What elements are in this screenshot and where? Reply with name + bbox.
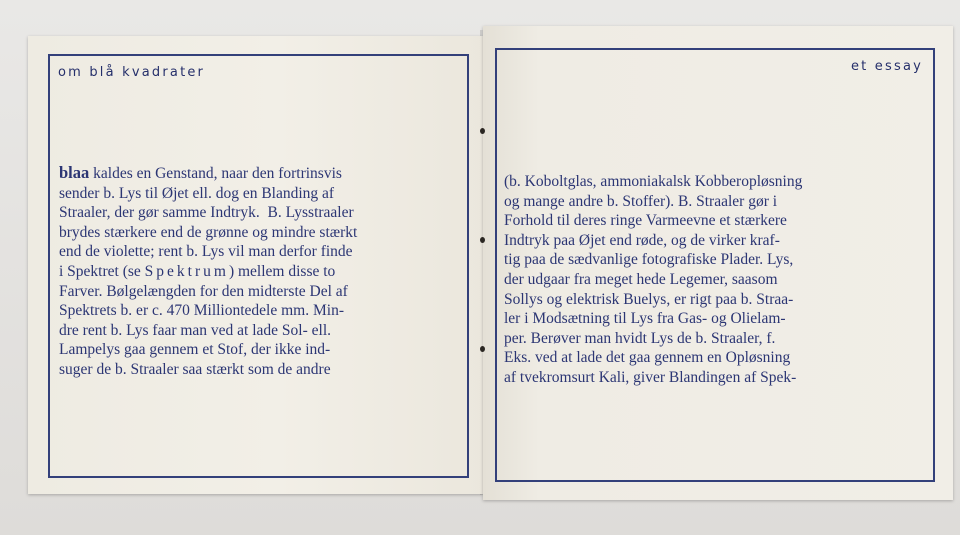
text-line: Indtryk paa Øjet end røde, og de virker kraf-: [504, 231, 780, 249]
binding-stitch: [480, 346, 485, 352]
text-line: i Spektret (se: [59, 262, 145, 280]
left-page: [28, 36, 483, 494]
right-page: [483, 26, 953, 500]
text-line: Straaler, der gør samme Indtryk. B. Lysstraaler: [59, 204, 354, 222]
text-line: Spektrets b. er c. 470 Milliontedele mm. Min-: [59, 302, 344, 320]
text-line: per. Berøver man hvidt Lys de b. Straaler, f.: [504, 329, 776, 347]
right-running-head: et essay: [850, 59, 923, 74]
cross-reference: Spektrum: [144, 262, 229, 280]
text-line: Eks. ved at lade det gaa gennem en Opløsning: [504, 349, 791, 367]
text-line: dre rent b. Lys faar man ved at lade Sol- ell.: [59, 321, 332, 339]
text-line: Forhold til deres ringe Varmeevne et stærkere: [504, 212, 787, 230]
left-body-text: [59, 163, 357, 380]
right-body-text: [504, 172, 802, 388]
text-line: kaldes en Genstand, naar den fortrinsvis: [89, 165, 342, 182]
text-line: Lampelys gaa gennem et Stof, der ikke ind-: [59, 341, 331, 359]
binding-stitch: [480, 128, 485, 134]
text-line: Farver. Bølgelængden for den midterste Del af: [59, 282, 348, 300]
headword: blaa: [59, 163, 90, 182]
text-line: suger de b. Straaler saa stærkt som de andre: [59, 360, 331, 378]
text-line: brydes stærkere end de grønne og mindre stærkt: [59, 223, 358, 241]
text-line: (b. Koboltglas, ammoniakalsk Kobberopløsning: [504, 173, 803, 190]
text-line: tig paa de sædvanlige fotografiske Plader. Lys,: [504, 251, 794, 269]
text-line: ) mellem disse to: [228, 262, 336, 280]
binding-stitch: [480, 237, 485, 243]
text-line: sender b. Lys til Øjet ell. dog en Blanding af: [59, 184, 335, 202]
text-line: end de violette; rent b. Lys vil man derfor finde: [59, 243, 353, 261]
left-running-head: om blå kvadrater: [58, 65, 206, 80]
text-line: af tvekromsurt Kali, giver Blandingen af Spek-: [504, 368, 797, 386]
text-line: Sollys og elektrisk Buelys, er rigt paa b. Straa-: [504, 290, 794, 308]
text-line: der udgaar fra meget hede Legemer, saasom: [504, 270, 778, 288]
text-line: ler i Modsætning til Lys fra Gas- og Olielam-: [504, 310, 786, 328]
text-line: og mange andre b. Stoffer). B. Straaler gør i: [504, 192, 778, 210]
